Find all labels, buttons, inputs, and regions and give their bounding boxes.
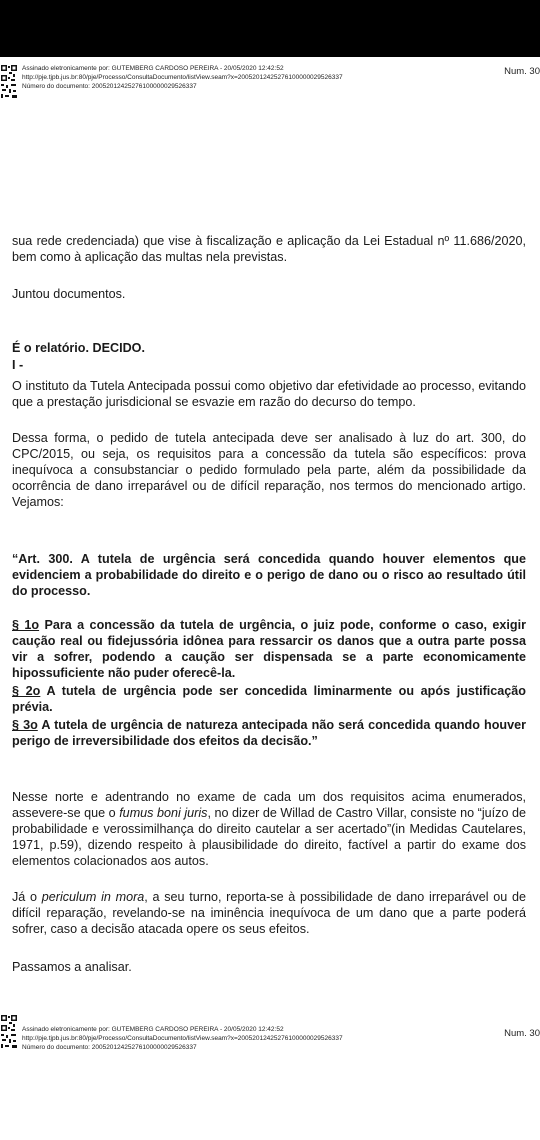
signature-stamp-header: [0, 62, 540, 108]
quote-paragraph-2: [12, 683, 526, 715]
paragraph-juntou-documentos: Juntou documentos.: [12, 287, 126, 301]
num-label: Num. 30: [504, 66, 540, 77]
qr-code-icon: [0, 64, 18, 100]
top-black-bar: [0, 0, 540, 57]
text-run: Já o: [12, 890, 42, 904]
quote-paragraph-1: [12, 617, 526, 681]
paragraph-tutela-antecipada: O instituto da Tutela Antecipada possui como objetivo dar efetividade ao processo, evitando que a prestação jurisdicional se esvazie em razão do decurso do tempo.: [12, 379, 526, 409]
paragraph-mark-3: § 3o: [12, 718, 38, 732]
paragraph-passamos-a-analisar: Passamos a analisar.: [12, 960, 132, 974]
text-run: , no dizer de Willad de Castro Villar, consiste no “juízo de probabilidade e verossimilhança do direito cautelar a ser acertado”(in Medidas Cautelares, 1971, p.59), dizendo respeito à plausibilidade do direito, factível a partir do exame dos elementos colacionados aos autos.: [12, 806, 526, 868]
paragraph-text-1: Para a concessão da tutela de urgência, o juiz pode, conforme o caso, exigir caução real ou fidejussória idônea para ressarcir os danos que a outra parte possa vir a sofrer, podendo a caução ser dispensada se a parte economicamente hipossuficiente não puder oferecê-la.: [12, 618, 526, 680]
signed-by-text: Assinado eletronicamente por: GUTEMBERG CARDOSO PEREIRA - 20/05/2020 12:42:52: [22, 1026, 284, 1033]
paragraph-periculum-in-mora: [12, 889, 526, 937]
signature-stamp-footer: [0, 1012, 540, 1058]
paragraph-text-2: A tutela de urgência pode ser concedida liminarmente ou após justificação prévia.: [12, 684, 527, 714]
paragraph-fumus-boni-juris: [12, 789, 526, 869]
text-run: , a seu turno, reporta-se à possibilidade de dano irreparável ou de difícil reparação, revelando-se na iminência inequívoca de um dano que a parte poderá sofrer, caso a decisão atacada opere os seus efeitos.: [12, 890, 526, 936]
section-roman-numeral: I -: [12, 358, 24, 372]
quote-paragraph-3: [12, 717, 526, 749]
latin-term-fumus: fumus boni juris: [119, 806, 208, 820]
paragraph-mark-1: § 1o: [12, 618, 40, 632]
paragraph-text-3: A tutela de urgência de natureza antecipada não será concedida quando houver perigo de irreversibilidade dos efeitos da decisão.”: [12, 718, 526, 748]
document-number: Número do documento: 20052012425276100000029526337: [22, 83, 197, 90]
quote-art-300: “Art. 300. A tutela de urgência será concedida quando houver elementos que evidenciem a probabilidade do direito e o perigo de dano ou o risco ao resultado útil do processo.: [12, 552, 526, 598]
paragraph-mark-2: § 2o: [12, 684, 41, 698]
document-number: Número do documento: 20052012425276100000029526337: [22, 1044, 197, 1051]
paragraph-dessa-forma: Dessa forma, o pedido de tutela antecipada deve ser analisado à luz do art. 300, do CPC/2015, ou seja, os requisitos para a concessão da tutela são específicos: prova inequívoca a consubstanciar o pedido formulado pela parte, além da possibilidade da ocorrência de dano irreparável ou de difícil reparação, nos termos do mencionado artigo. Vejamos:: [12, 431, 526, 509]
paragraph-rede-credenciada: sua rede credenciada) que vise à fiscalização e aplicação da Lei Estadual nº 11.686/2020, bem como à aplicação das multas nela previstas.: [12, 234, 526, 264]
num-label: Num. 30: [504, 1028, 540, 1039]
section-heading: É o relatório. DECIDO.: [12, 341, 145, 355]
qr-code-icon: [0, 1014, 18, 1050]
signed-by-text: Assinado eletronicamente por: GUTEMBERG CARDOSO PEREIRA - 20/05/2020 12:42:52: [22, 65, 284, 72]
document-url[interactable]: http://pje.tjpb.jus.br:80/pje/Processo/ConsultaDocumento/listView.seam?x=20052012425276100000029526337: [22, 1035, 343, 1042]
document-url[interactable]: http://pje.tjpb.jus.br:80/pje/Processo/ConsultaDocumento/listView.seam?x=20052012425276100000029526337: [22, 74, 343, 81]
text-run: Nesse norte e adentrando no exame de cada um dos requisitos acima enumerados, assevere-se que o: [12, 790, 526, 820]
latin-term-periculum: periculum in mora: [41, 890, 145, 904]
